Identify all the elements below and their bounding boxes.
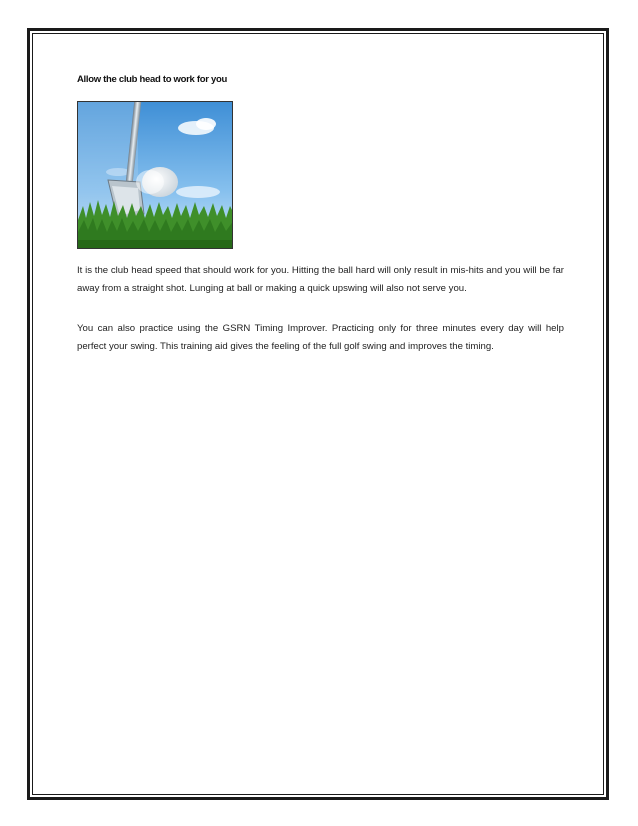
golf-club-photo [77, 101, 233, 249]
section-heading: Allow the club head to work for you [77, 74, 227, 85]
paragraph-timing-improver: You can also practice using the GSRN Timing Improver. Practicing only for three minutes every day will help perfect your swing. This training aid gives the feeling of the full golf swing and improves the timing. [77, 323, 564, 352]
paragraph-club-head-speed: It is the club head speed that should work for you. Hitting the ball hard will only result in mis-hits and you will be far away from a straight shot. Lunging at ball or making a quick upswing will also not serve you. [77, 265, 564, 294]
